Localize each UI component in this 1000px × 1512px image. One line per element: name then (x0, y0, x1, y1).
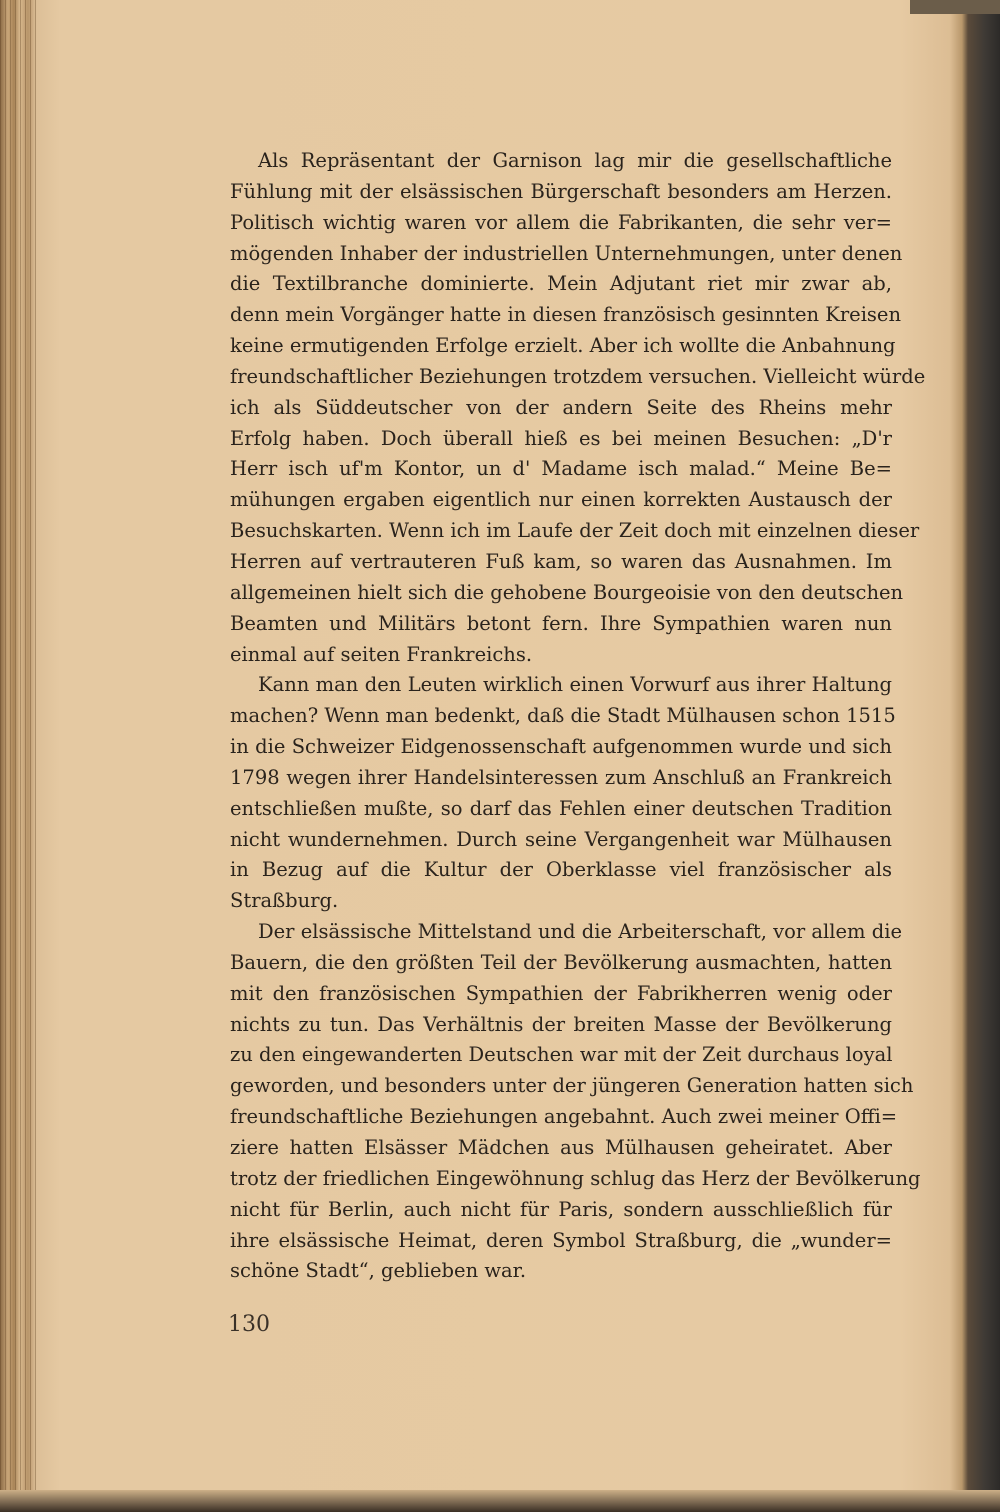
text-line: mühungen ergaben eigentlich nur einen korrekten Austausch der (230, 488, 892, 512)
text-line: Kann man den Leuten wirklich einen Vorwurf aus ihrer Haltung (258, 673, 892, 697)
text-line: denn mein Vorgänger hatte in diesen französisch gesinnten Kreisen (230, 303, 902, 327)
text-line: allgemeinen hielt sich die gehobene Bourgeoisie von den deutschen (230, 580, 904, 604)
text-line: machen? Wenn man bedenkt, daß die Stadt Mülhausen schon 1515 (230, 704, 896, 728)
scan-border (910, 0, 1000, 14)
text-line: ihre elsässische Heimat, deren Symbol Straßburg, die „wunder= (230, 1228, 892, 1252)
text-line: in die Schweizer Eidgenossenschaft aufgenommen wurde und sich (230, 735, 892, 759)
text-line: Fühlung mit der elsässischen Bürgerschaft besonders am Herzen. (230, 179, 892, 203)
text-line: Als Repräsentant der Garnison lag mir die gesellschaftliche (258, 149, 892, 172)
text-line: freundschaftlicher Beziehungen trotzdem versuchen. Vielleicht würde (230, 364, 926, 388)
text-line: Besuchskarten. Wenn ich im Laufe der Zeit doch mit einzelnen dieser (230, 519, 920, 543)
scan-border-bottom (0, 1490, 1000, 1512)
text-line: in Bezug auf die Kultur der Oberklasse viel französischer als (230, 858, 892, 882)
text-line: einmal auf seiten Frankreichs. (230, 642, 533, 666)
text-line: trotz der friedlichen Eingewöhnung schlug das Herz der Bevölkerung (230, 1166, 921, 1190)
text-line: freundschaftliche Beziehungen angebahnt. Auch zwei meiner Offi= (230, 1105, 898, 1129)
text-line: nicht wundernehmen. Durch seine Vergangenheit war Mülhausen (230, 827, 892, 851)
text-line: mögenden Inhaber der industriellen Unternehmungen, unter denen (230, 241, 903, 265)
paragraph (230, 146, 926, 670)
text-line: mit den französischen Sympathien der Fabrikherren wenig oder (230, 981, 892, 1005)
text-line: Straßburg. (230, 889, 339, 913)
text-line: die Textilbranche dominierte. Mein Adjutant riet mir zwar ab, (230, 272, 892, 296)
paragraph (230, 917, 921, 1287)
text-line: schöne Stadt“, geblieben war. (230, 1259, 527, 1283)
text-line: Politisch wichtig waren vor allem die Fabrikanten, die sehr ver= (230, 210, 892, 234)
text-line: zu den eingewanderten Deutschen war mit der Zeit durchaus loyal (230, 1043, 893, 1067)
text-line: Herr isch uf'm Kontor, un d' Madame isch malad.“ Meine Be= (230, 457, 892, 481)
text-line: Erfolg haben. Doch überall hieß es bei meinen Besuchen: „D'r (230, 426, 892, 450)
text-line: Der elsässische Mittelstand und die Arbeiterschaft, vor allem die (258, 920, 902, 944)
text-line: Beamten und Militärs betont fern. Ihre Sympathien waren nun (230, 611, 892, 635)
page-stack-edge (0, 0, 40, 1512)
text-line: nichts zu tun. Das Verhältnis der breiten Masse der Bevölkerung (230, 1012, 892, 1036)
text-line: geworden, und besonders unter der jüngeren Generation hatten sich (230, 1074, 914, 1098)
text-line: ziere hatten Elsässer Mädchen aus Mülhausen geheiratet. Aber (230, 1136, 892, 1159)
page-number: 130 (228, 1312, 270, 1337)
body-text (230, 146, 926, 1287)
text-line: keine ermutigenden Erfolge erzielt. Aber ich wollte die Anbahnung (230, 334, 896, 358)
text-line: entschließen mußte, so darf das Fehlen einer deutschen Tradition (230, 796, 892, 820)
text-line: Bauern, die den größten Teil der Bevölkerung ausmachten, hatten (230, 950, 892, 974)
text-line: 1798 wegen ihrer Handelsinteressen zum Anschluß an Frankreich (230, 765, 892, 789)
text-line: nicht für Berlin, auch nicht für Paris, sondern ausschließlich für (230, 1197, 892, 1221)
paragraph (230, 670, 896, 917)
text-line: Herren auf vertrauteren Fuß kam, so waren das Ausnahmen. Im (230, 549, 892, 573)
text-line: ich als Süddeutscher von der andern Seite des Rheins mehr (230, 395, 892, 419)
